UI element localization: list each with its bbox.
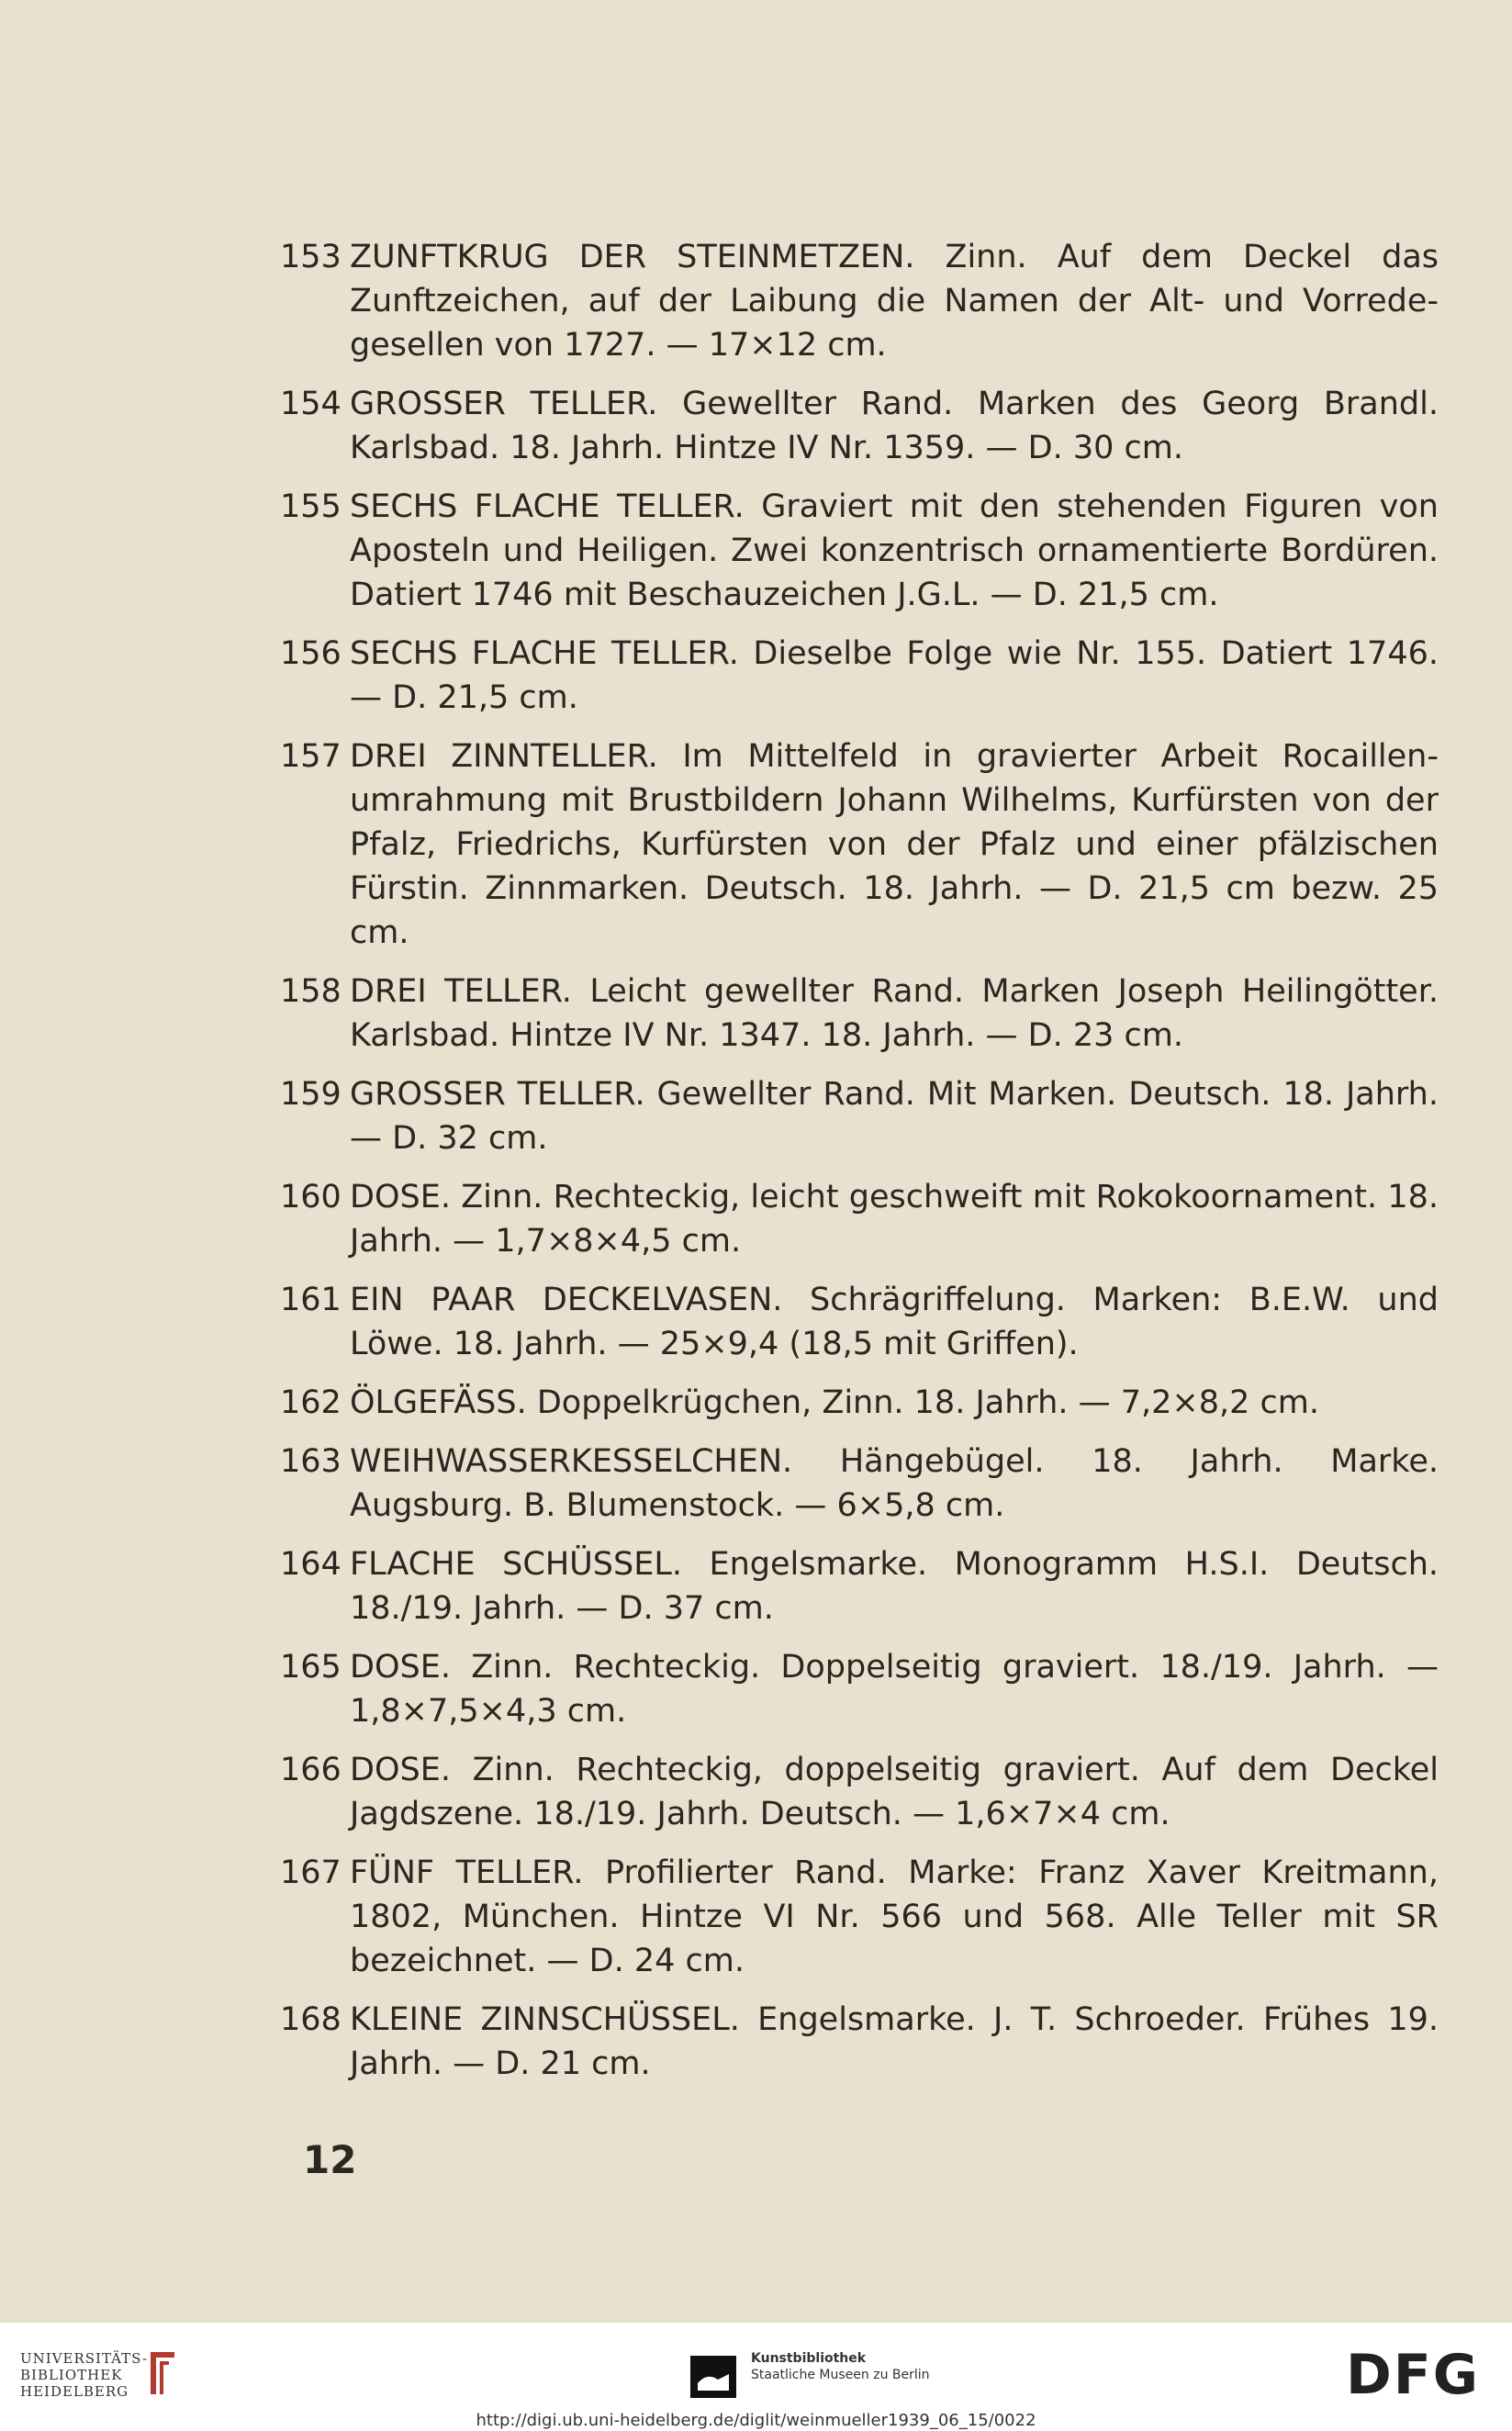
entry-text: ZUNFTKRUG DER STEINMETZEN. Zinn. Auf dem Deckel das Zunftzeichen, auf der Laibung die Namen der Alt- und Vorrede-gesellen von 1727. — 17×12 cm. <box>350 239 1439 364</box>
catalog-entry <box>280 235 1439 367</box>
entry-text: FÜNF TELLER. Profilierter Rand. Marke: Franz Xaver Kreitmann, 1802, München. Hintze VI Nr. 566 und 568. Alle Teller mit SR bezeichnet. — D. 24 cm. <box>350 1854 1439 1979</box>
catalog-entry <box>280 1645 1439 1733</box>
kunstbibliothek-logo-icon <box>690 2356 736 2398</box>
catalog-entry <box>280 969 1439 1058</box>
catalog-entry <box>280 632 1439 720</box>
entry-number: 153 <box>280 239 342 275</box>
catalog-entry <box>280 1072 1439 1160</box>
entry-text: SECHS FLACHE TELLER. Dieselbe Folge wie Nr. 155. Datiert 1746. — D. 21,5 cm. <box>350 635 1439 716</box>
entry-text: GROSSER TELLER. Gewellter Rand. Mit Marken. Deutsch. 18. Jahrh. — D. 32 cm. <box>350 1076 1439 1157</box>
catalog-entry <box>280 1851 1439 1983</box>
catalog-entry <box>280 1175 1439 1263</box>
entry-text: SECHS FLACHE TELLER. Graviert mit den stehenden Figuren von Aposteln und Heiligen. Zwei konzentrisch ornamentierte Bordüren. Datiert 1746 mit Beschauzeichen J.G.L. — D. 21,5 cm. <box>350 488 1439 613</box>
entry-text: GROSSER TELLER. Gewellter Rand. Marken des Georg Brandl. Karlsbad. 18. Jahrh. Hintze IV Nr. 1359. — D. 30 cm. <box>350 386 1439 466</box>
entry-text: DREI TELLER. Leicht gewellter Rand. Marken Joseph Heilingötter. Karlsbad. Hintze IV Nr. 1347. 18. Jahrh. — D. 23 cm. <box>350 973 1439 1054</box>
entry-text: DOSE. Zinn. Rechteckig. Doppelseitig graviert. 18./19. Jahrh. — 1,8×7,5×4,3 cm. <box>350 1649 1439 1730</box>
uni-line-3: HEIDELBERG <box>20 2383 129 2400</box>
catalog-entry <box>280 1278 1439 1366</box>
entry-number: 160 <box>280 1179 342 1216</box>
entry-number: 168 <box>280 2001 342 2038</box>
entry-text: ÖLGEFÄSS. Doppelkrügchen, Zinn. 18. Jahrh. — 7,2×8,2 cm. <box>350 1384 1319 1421</box>
uni-line-1: UNIVERSITÄTS- <box>20 2350 149 2367</box>
catalog-entry <box>280 1381 1439 1425</box>
catalog-entry <box>280 1998 1439 2086</box>
catalog-entry <box>280 382 1439 470</box>
university-logo-icon <box>138 2348 180 2400</box>
permalink-url[interactable]: http://digi.ub.uni-heidelberg.de/diglit/weinmueller1939_06_15/0022 <box>476 2411 1036 2430</box>
kb-subtitle: Staatliche Museen zu Berlin <box>751 2368 930 2382</box>
dfg-logo[interactable]: DFG <box>1346 2343 1481 2407</box>
catalog-entry <box>280 1542 1439 1630</box>
entry-text: DOSE. Zinn. Rechteckig, doppelseitig graviert. Auf dem Deckel Jagdszene. 18./19. Jahrh. Deutsch. — 1,6×7×4 cm. <box>350 1752 1439 1832</box>
catalog-entry <box>280 1440 1439 1528</box>
entry-number: 162 <box>280 1384 342 1421</box>
entry-number: 161 <box>280 1282 342 1318</box>
entry-number: 165 <box>280 1649 342 1686</box>
catalog-entry <box>280 734 1439 955</box>
kb-title: Kunstbibliothek <box>751 2351 867 2366</box>
entry-number: 159 <box>280 1076 342 1113</box>
entry-number: 156 <box>280 635 342 672</box>
kunstbibliothek-text[interactable] <box>751 2350 930 2383</box>
entry-number: 166 <box>280 1752 342 1788</box>
entry-number: 167 <box>280 1854 342 1891</box>
catalog-entry <box>280 1748 1439 1836</box>
entry-number: 155 <box>280 488 342 525</box>
entry-text: EIN PAAR DECKELVASEN. Schrägriffelung. Marken: B.E.W. und Löwe. 18. Jahrh. — 25×9,4 (18,5 mit Griffen). <box>350 1282 1439 1362</box>
catalog-entries <box>280 235 1439 2101</box>
entry-number: 157 <box>280 738 342 775</box>
digitization-footer <box>0 2323 1512 2431</box>
entry-text: WEIHWASSERKESSELCHEN. Hängebügel. 18. Jahrh. Marke. Augsburg. B. Blumenstock. — 6×5,8 cm. <box>350 1443 1439 1524</box>
university-library-name[interactable] <box>20 2350 148 2400</box>
entry-text: DOSE. Zinn. Rechteckig, leicht geschweift mit Rokokoornament. 18. Jahrh. — 1,7×8×4,5 cm. <box>350 1179 1439 1260</box>
page-number: 12 <box>303 2137 357 2182</box>
entry-number: 164 <box>280 1546 342 1583</box>
entry-number: 154 <box>280 386 342 422</box>
uni-line-2: BIBLIOTHEK <box>20 2367 123 2383</box>
entry-number: 163 <box>280 1443 342 1480</box>
entry-text: FLACHE SCHÜSSEL. Engelsmarke. Monogramm H.S.I. Deutsch. 18./19. Jahrh. — D. 37 cm. <box>350 1546 1439 1627</box>
catalog-entry <box>280 485 1439 617</box>
entry-number: 158 <box>280 973 342 1010</box>
entry-text: KLEINE ZINNSCHÜSSEL. Engelsmarke. J. T. Schroeder. Frühes 19. Jahrh. — D. 21 cm. <box>350 2001 1439 2082</box>
entry-text: DREI ZINNTELLER. Im Mittelfeld in gravierter Arbeit Rocaillen-umrahmung mit Brustbildern Johann Wilhelms, Kurfürsten von der Pfalz, Friedrichs, Kurfürsten von der Pfalz und einer pfälzischen Fürstin. Zinnmarken. Deutsch. 18. Jahrh. — D. 21,5 cm bezw. 25 cm. <box>350 738 1439 951</box>
